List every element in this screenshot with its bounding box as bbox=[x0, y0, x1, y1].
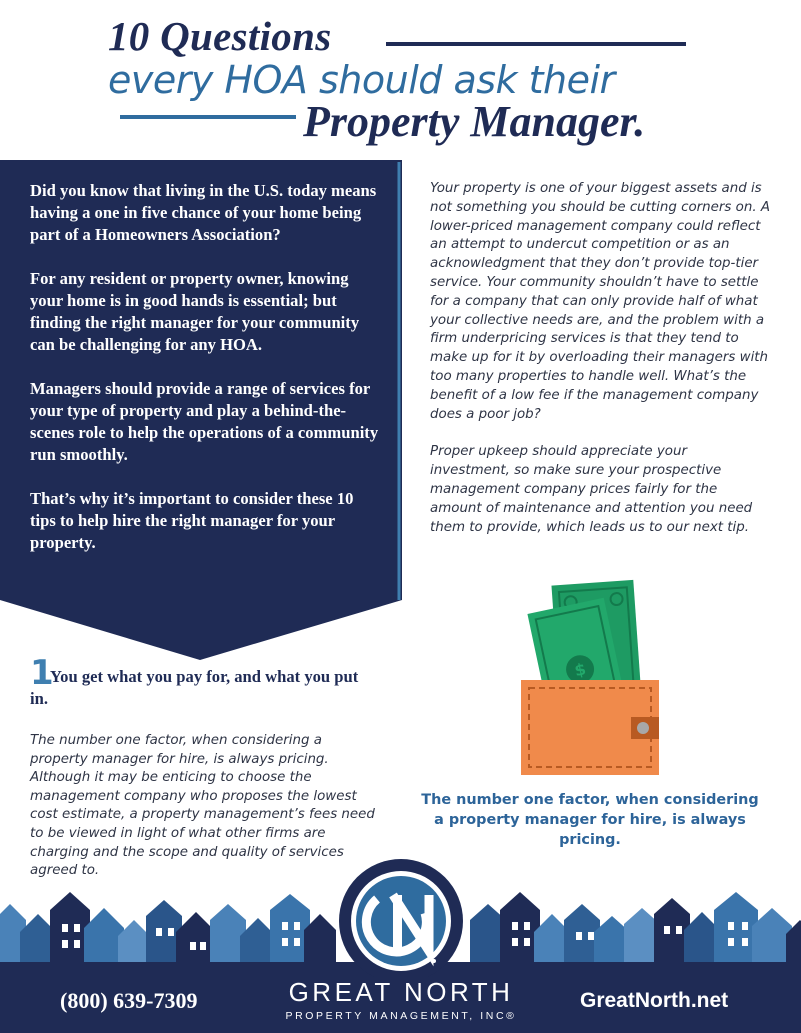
intro-text bbox=[30, 180, 380, 576]
caption-line-1: The number one factor, when considering bbox=[421, 792, 759, 808]
money-wallet-icon bbox=[515, 575, 665, 780]
intro-paragraph: That’s why it’s important to consider these 10 tips to help hire the right manager for your property. bbox=[30, 489, 354, 552]
caption-line-2: a property manager for hire, is always pricing. bbox=[434, 812, 746, 848]
right-paragraph: Proper upkeep should appreciate your investment, so make sure your prospective management company prices fairly for the amount of maintenance and attention you need them to provide, which leads us to our next tip. bbox=[430, 444, 753, 535]
intro-paragraph: Did you know that living in the U.S. today means having a one in five chance of your home being part of a Homeowners Association? bbox=[30, 181, 377, 244]
svg-text:$: $ bbox=[572, 659, 588, 681]
section-number: 1 bbox=[30, 653, 54, 693]
phone-number[interactable]: (800) 639-7309 bbox=[60, 988, 198, 1013]
illustration-caption bbox=[405, 790, 775, 850]
title-rule-bottom bbox=[120, 115, 296, 119]
brand-name: GREAT NORTH bbox=[288, 977, 514, 1007]
intro-paragraph: For any resident or property owner, knowing your home is in good hands is essential; but finding the right manager for your community can be challenging for any HOA. bbox=[30, 269, 360, 354]
gn-monogram-logo bbox=[333, 855, 469, 977]
intro-paragraph: Managers should provide a range of services for your type of property and play a behind-the-scenes role to help the operations of a community run smoothly. bbox=[30, 379, 379, 464]
title-rule-top bbox=[386, 42, 686, 46]
section-heading: You get what you pay for, and what you put in. bbox=[30, 667, 359, 708]
right-paragraph: Your property is one of your biggest assets and is not something you should be cutting corners on. A lower-priced management company could reflect an attempt to undercut competition or as an acknowledgment that they don’t provide top-tier service. Your community shouldn’t have to settle for a company that can only provide half of what your collective needs are, and the problem with a firm underpricing services is that they tend to make up for it by overloading their managers with too many properties to handle well. What’s the benefit of a low fee if the management company does a poor job? bbox=[430, 181, 771, 422]
website-link[interactable]: GreatNorth.net bbox=[580, 989, 729, 1012]
title-line-3: Property Manager. bbox=[303, 97, 646, 146]
section-body: The number one factor, when considering a property manager for hire, is always pricing. Although it may be enticing to choose the management company who proposes the lowest cost estimate, a property management’s fees need to be viewed in light of what other firms are charging and the scope and quality of services agreed to. bbox=[30, 733, 375, 879]
brand-subtitle: PROPERTY MANAGEMENT, INC® bbox=[285, 1010, 517, 1022]
title-line-1: 10 Questions bbox=[108, 13, 332, 59]
title-line-2: every HOA should ask their bbox=[108, 58, 615, 102]
right-column-text bbox=[430, 180, 770, 556]
